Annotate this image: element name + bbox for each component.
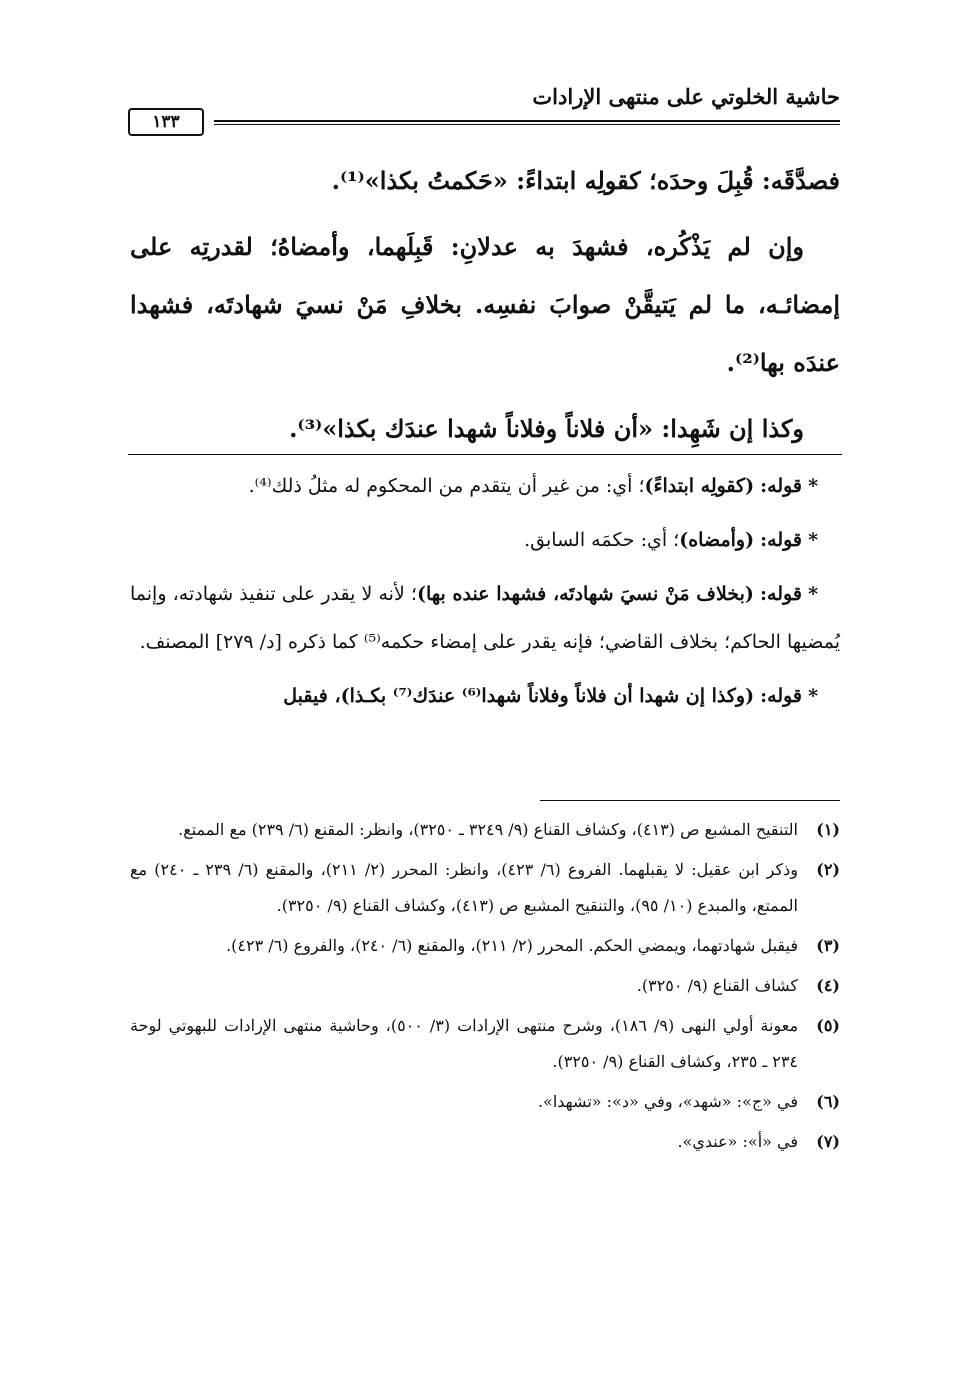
commentary-lemma: (وكذا إن شهدا أن فلاناً وفلاناً شهدا⁽⁶⁾ عندَك⁽⁷⁾ بكـذا): [340, 685, 755, 707]
commentary-lemma: (وأمضاه): [679, 529, 755, 551]
commentary-entry: [130, 462, 840, 510]
main-paragraph: وكذا إن شَهِدا: «أن فلاناً وفلاناً شهدا عندَك بكذا»⁽³⁾.: [289, 414, 804, 443]
footnote-number: (٦): [816, 1092, 840, 1111]
commentary-entry: [130, 516, 840, 564]
asterisk-icon: *: [808, 475, 818, 497]
commentary-text: ، فيقبل: [283, 685, 341, 707]
commentary-text: ؛ أي: حكمَه السابق.: [524, 529, 680, 551]
main-paragraph: وإن لم يَذْكُره، فشهدَ به عدلانِ: قَبِلَهما، وأمضاهُ؛ لقدرتِه على إمضائـه، ما لم يَتيقَّنْ صوابَ نفسِه. بخلافِ مَنْ نسيَ شهادتَه، فشهدا عندَه بها⁽²⁾.: [130, 232, 840, 377]
footnote: [130, 1124, 840, 1160]
footnote-text: معونة أولي النهى (٩/ ١٨٦)، وشرح منتهى الإرادات (٣/ ٥٠٠)، وحاشية منتهى الإرادات للبهوتي لوحة ٢٣٤ ـ ٢٣٥، وكشاف القناع (٩/ ٣٢٥٠).: [130, 1016, 799, 1071]
commentary-text: ؛ لأنه لا يقدر على تنفيذ شهادته، وإنما يُمضيها الحاكم؛ بخلاف القاضي؛ فإنه يقدر على إمضاء حكمه⁽⁵⁾ كما ذكره [د/ ٢٧٩] المصنف.: [130, 583, 840, 653]
running-title: حاشية الخلوتي على منتهى الإرادات: [532, 84, 840, 109]
footnote-text: في «ج»: «شهد»، وفي «د»: «تشهدا».: [537, 1092, 798, 1111]
commentary-prefix: قوله:: [760, 529, 803, 551]
footnote: [130, 1008, 840, 1080]
commentary-lemma: (كقولِه ابتداءً): [644, 475, 755, 497]
footnote-divider: [540, 800, 840, 801]
header-rule: [214, 120, 840, 122]
footnote-text: التنقيح المشبع ص (٤١٣)، وكشاف القناع (٩/ ٣٢٤٩ ـ ٣٢٥٠)، وانظر: المقنع (٦/ ٢٣٩) مع الممتع.: [178, 820, 798, 839]
footnote-text: فيقبل شهادتهما، ويمضي الحكم. المحرر (٢/ ٢١١)، والمقنع (٦/ ٢٤٠)، والفروع (٦/ ٤٢٣).: [226, 936, 798, 955]
asterisk-icon: *: [808, 685, 818, 707]
footnote-number: (٣): [816, 936, 840, 955]
footnote-text: كشاف القناع (٩/ ٣٢٥٠).: [636, 976, 798, 995]
footnote-number: (١): [816, 820, 840, 839]
commentary-prefix: قوله:: [760, 685, 803, 707]
commentary-section: [130, 462, 840, 726]
header-rule-thin: [214, 124, 840, 125]
footnote: [130, 1084, 840, 1120]
commentary-prefix: قوله:: [760, 475, 803, 497]
footnote-number: (٤): [816, 976, 840, 995]
footnote: [130, 812, 840, 848]
page-header: [128, 84, 840, 130]
commentary-text: ؛ أي: من غير أن يتقدم من المحكوم له مثلُ ذلك⁽⁴⁾.: [248, 475, 645, 497]
footnote: [130, 852, 840, 924]
main-paragraph: فصدَّقَه: قُبِلَ وحدَه؛ كقولِه ابتداءً: «حَكمتُ بكذا»⁽¹⁾.: [331, 166, 840, 195]
footnote-text: وذكر ابن عقيل: لا يقبلهما. الفروع (٦/ ٤٢٣)، وانظر: المحرر (٢/ ٢١١)، والمقنع (٦/ ٢٣٩ ـ ٢٤٠) مع الممتع، والمبدع (١٠/ ٩٥)، والتنقيح المشبع ص (٤١٣)، وكشاف القناع (٩/ ٣٢٥٠).: [130, 860, 798, 915]
commentary-prefix: قوله:: [760, 583, 802, 605]
page-number: ١٣٣: [128, 108, 204, 136]
section-divider: [128, 454, 842, 455]
footnote-number: (٥): [816, 1016, 840, 1035]
asterisk-icon: *: [808, 583, 818, 605]
asterisk-icon: *: [808, 529, 818, 551]
commentary-lemma: (بخلاف مَنْ نسيَ شهادتَه، فشهدا عنده بها): [416, 583, 754, 605]
commentary-entry: [130, 570, 840, 666]
footnote-number: (٧): [816, 1132, 840, 1151]
footnote-number: (٢): [816, 860, 840, 879]
footnote: [130, 968, 840, 1004]
footnote-text: في «أ»: «عندي».: [677, 1132, 798, 1151]
commentary-entry: [130, 672, 840, 720]
footnotes-section: [130, 812, 840, 1164]
main-text: [130, 152, 840, 466]
footnote: [130, 928, 840, 964]
